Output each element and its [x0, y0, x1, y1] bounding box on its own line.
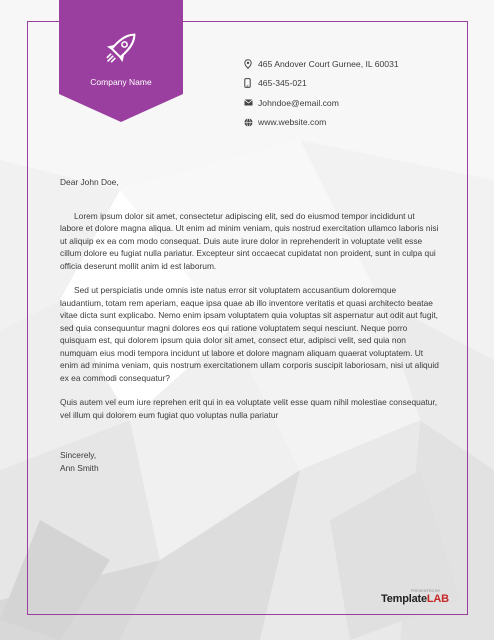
- templatelab-logo: [381, 589, 449, 605]
- envelope-icon: [244, 98, 258, 108]
- website-link[interactable]: www.website.com: [258, 117, 327, 128]
- body-paragraph-2: Sed ut perspiciatis unde omnis iste natus error sit voluptatem accusantium doloremque laudantium, totam rem aperiam, eaque ipsa quae ab illo inventore veritatis et quasi architecto beatae vitae dicta sunt explicabo. Nemo enim ipsam voluptatem quia voluptas sit aspernatur aut odit aut fugit, sed quia consequuntur magni dolores eos qui ratione voluptatem sequi nesciunt. Neque porro quisquam est, qui dolorem ipsum quia dolor sit amet, consect etur, adipisci velit, sed quia non numquam eius modi tempora incidunt ut labore et dolore magnam aliquam quaerat voluptatem. Ut enim ad minima veniam, quis nostrum exercitationem ullam corporis suscipit laboriosam, nisi ut aliquid ex ea commodi consequatur?: [60, 285, 439, 383]
- company-logo-badge: [59, 0, 183, 122]
- address-text: 465 Andover Court Gurnee, IL 60031: [258, 58, 399, 69]
- company-name: Company Name: [90, 77, 152, 87]
- body-paragraph-3: Quis autem vel eum iure reprehen erit qui in ea voluptate velit esse quam nihil molestiae consequatur, vel illum qui dolorem eum fugiat quo voluptas nulla pariatur: [60, 397, 438, 420]
- contact-email-row: [244, 93, 399, 113]
- contact-website-row: [244, 113, 399, 133]
- logo-tagline: PRESENTED BY: [411, 589, 441, 593]
- contact-info: [244, 54, 399, 132]
- contact-phone-row: [244, 74, 399, 94]
- signature-name: Ann Smith: [60, 462, 99, 473]
- contact-address-row: [244, 54, 399, 74]
- logo-wordmark-main: Template: [381, 593, 427, 605]
- logo-wordmark: [381, 593, 449, 605]
- location-pin-icon: [244, 59, 258, 69]
- phone-icon: [244, 78, 258, 88]
- closing: Sincerely,: [60, 450, 97, 460]
- globe-icon: [244, 117, 258, 127]
- phone-text: 465-345-021: [258, 78, 307, 89]
- letter-body: [60, 176, 440, 474]
- salutation: Dear John Doe,: [60, 177, 119, 187]
- email-link[interactable]: Johndoe@email.com: [258, 97, 339, 108]
- body-paragraph-1: Lorem ipsum dolor sit amet, consectetur adipiscing elit, sed do eiusmod tempor incididunt ut labore et dolore magna aliqua. Ut enim ad minim veniam, quis nostrud exercitation ullamco laboris nisi ut aliquip ex ea com modo consequat. Duis aute irure dolor in reprehenderit in voluptate velit esse cillum dolore eu fugiat nulla pariatur. Excepteur sint occaecat cupidatat non proident, sunt in culpa qui officia deserunt mollit anim id est laborum.: [60, 210, 439, 271]
- logo-wordmark-accent: LAB: [426, 593, 449, 605]
